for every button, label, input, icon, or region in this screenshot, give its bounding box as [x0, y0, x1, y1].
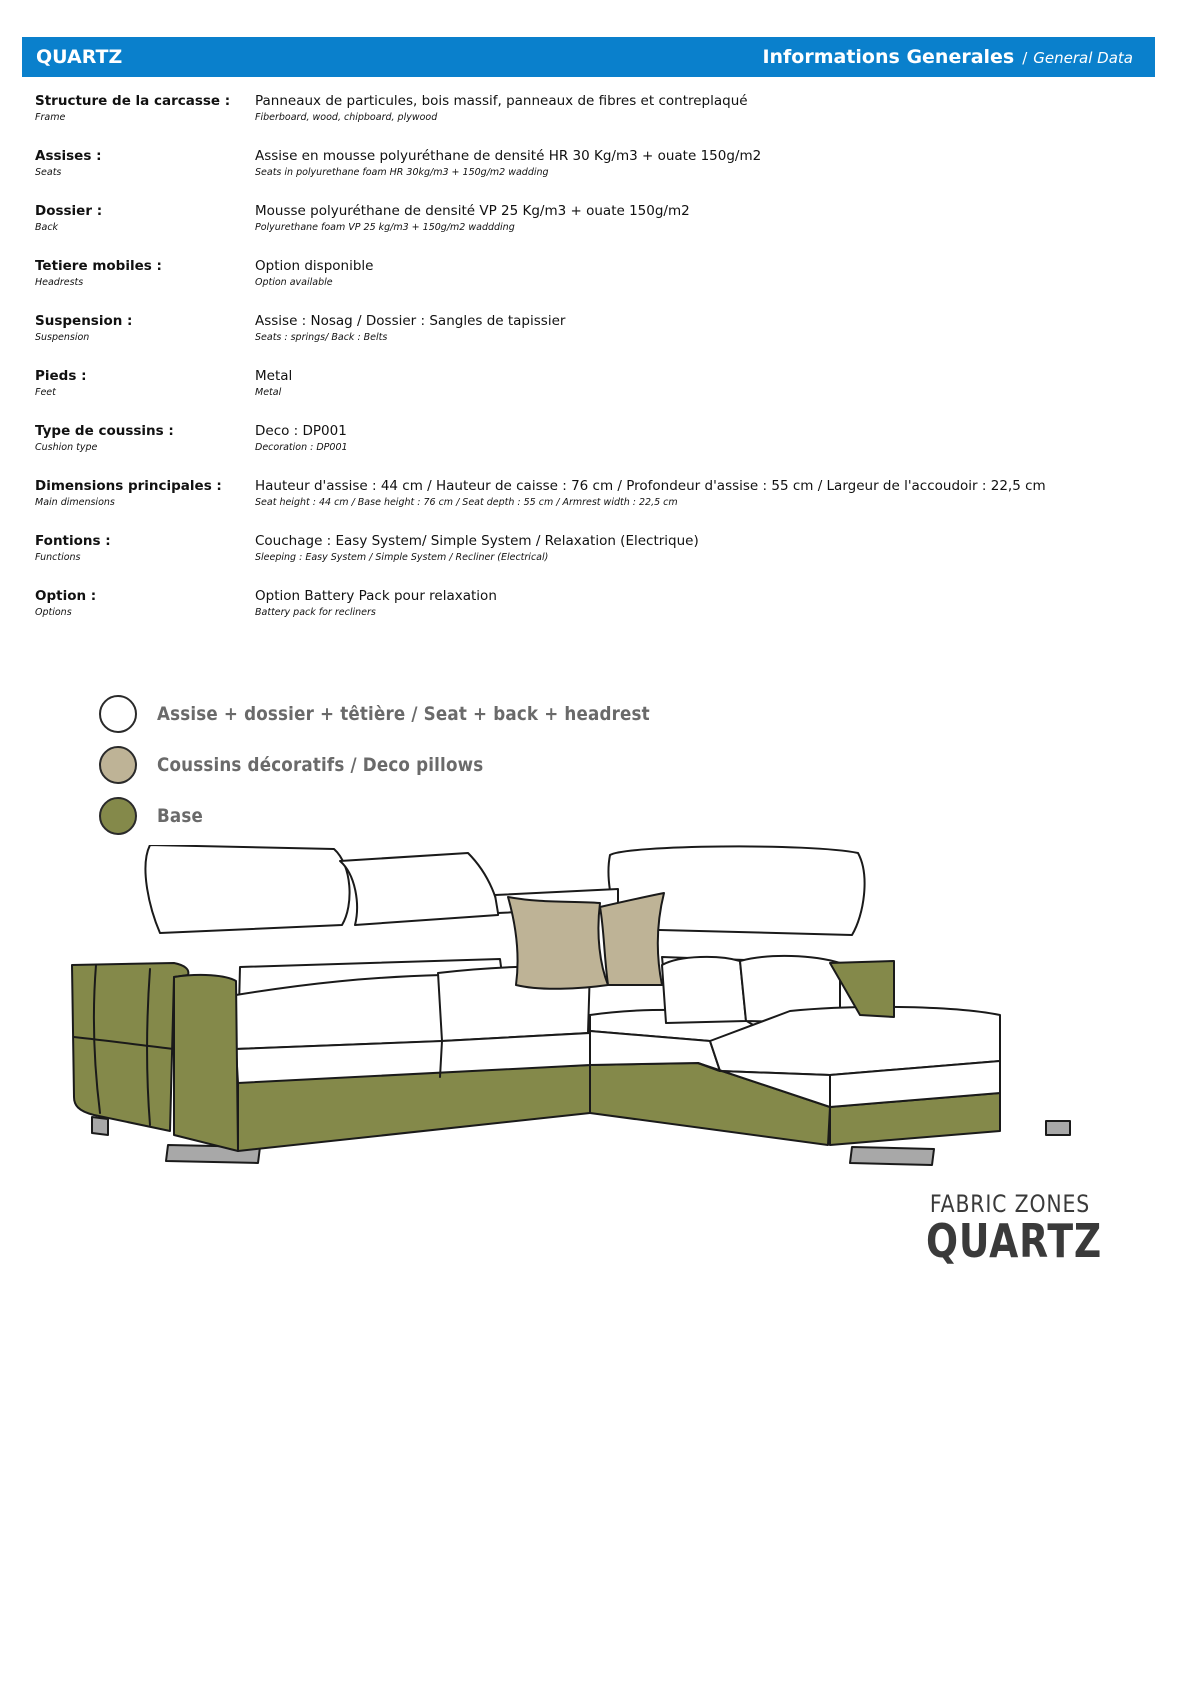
legend-label: Coussins décoratifs / Deco pillows [157, 753, 484, 776]
sofa-back-cushion [662, 957, 746, 1023]
section-title [762, 46, 1133, 68]
spec-label-en: Frame [35, 112, 66, 123]
legend-label: Assise + dossier + têtière / Seat + back + headrest [157, 702, 650, 725]
spec-value-en: Polyurethane foam VP 25 kg/m3 + 150g/m2 waddding [255, 222, 515, 233]
spec-label-en: Feet [35, 387, 56, 398]
sofa-illustration [70, 845, 1110, 1175]
legend-label: Base [157, 804, 204, 827]
sofa-arm-left [72, 963, 188, 1131]
spec-value-en: Metal [255, 387, 282, 398]
legend-item-base [99, 790, 717, 841]
spec-label-en: Seats [35, 167, 62, 178]
legend-item-seat [99, 688, 717, 739]
spec-row-cushion-type [35, 422, 1145, 477]
spec-row-feet [35, 367, 1145, 422]
spec-label: Dossier : [35, 203, 103, 219]
fabric-zones-label: FABRIC ZONES [929, 1190, 1090, 1218]
product-title: QUARTZ [36, 46, 123, 68]
spec-value: Assise en mousse polyuréthane de densité HR 30 Kg/m3 + ouate 150g/m2 [255, 148, 762, 164]
spec-label: Suspension : [35, 313, 133, 329]
spec-row-functions [35, 532, 1145, 587]
spec-label: Option : [35, 588, 97, 604]
spec-value-en: Fiberboard, wood, chipboard, plywood [255, 112, 438, 123]
spec-value: Assise : Nosag / Dossier : Sangles de tapissier [255, 313, 566, 329]
sofa-foot [92, 1117, 108, 1135]
section-title-en: General Data [1033, 49, 1133, 67]
spec-label-en: Cushion type [35, 442, 98, 453]
spec-value: Mousse polyuréthane de densité VP 25 Kg/m3 + ouate 150g/m2 [255, 203, 690, 219]
legend-item-pillows [99, 739, 717, 790]
spec-table [35, 92, 1145, 642]
fabric-zones-model: QUARTZ [926, 1214, 1103, 1268]
sofa-headrest [145, 845, 349, 933]
section-title-separator: / [1022, 49, 1028, 67]
spec-row-dimensions [35, 477, 1145, 532]
spec-label-en: Main dimensions [35, 497, 115, 508]
spec-value-en: Decoration : DP001 [255, 442, 348, 453]
legend-swatch-pillows [99, 746, 137, 784]
spec-value: Option disponible [255, 258, 374, 274]
fabric-legend [99, 688, 717, 841]
legend-swatch-seat [99, 695, 137, 733]
spec-row-seats [35, 147, 1145, 202]
spec-row-back [35, 202, 1145, 257]
header-bar [22, 37, 1155, 77]
spec-value: Option Battery Pack pour relaxation [255, 588, 497, 604]
deco-pillow [508, 897, 608, 989]
spec-value-en: Sleeping : Easy System / Simple System / Recliner (Electrical) [255, 552, 549, 563]
sofa-foot [850, 1147, 934, 1165]
spec-row-headrests [35, 257, 1145, 312]
spec-value-en: Seats in polyurethane foam HR 30kg/m3 + 150g/m2 wadding [255, 167, 549, 178]
sofa-foot [1046, 1121, 1070, 1135]
spec-label: Pieds : [35, 368, 87, 384]
spec-label-en: Options [35, 607, 72, 618]
legend-swatch-base [99, 797, 137, 835]
spec-label: Dimensions principales : [35, 478, 222, 494]
spec-value: Deco : DP001 [255, 423, 347, 439]
fabric-zones-caption [890, 1190, 1103, 1268]
spec-label-en: Suspension [35, 332, 90, 343]
spec-label: Type de coussins : [35, 423, 174, 439]
spec-label: Tetiere mobiles : [35, 258, 162, 274]
spec-value: Couchage : Easy System/ Simple System / Relaxation (Electrique) [255, 533, 699, 549]
sofa-arm-left-front [174, 975, 238, 1151]
spec-value-en: Seats : springs/ Back : Belts [255, 332, 388, 343]
spec-label-en: Back [35, 222, 59, 233]
spec-value: Metal [255, 368, 293, 384]
spec-label: Assises : [35, 148, 102, 164]
spec-label-en: Functions [35, 552, 81, 563]
spec-row-options [35, 587, 1145, 642]
spec-value-en: Option available [255, 277, 333, 288]
spec-value-en: Seat height : 44 cm / Base height : 76 cm / Seat depth : 55 cm / Armrest width : 22,5 cm [255, 497, 678, 508]
spec-value-en: Battery pack for recliners [255, 607, 376, 618]
spec-row-frame [35, 92, 1145, 147]
spec-label-en: Headrests [35, 277, 84, 288]
spec-label: Fontions : [35, 533, 111, 549]
spec-label: Structure de la carcasse : [35, 93, 231, 109]
spec-value: Panneaux de particules, bois massif, panneaux de fibres et contreplaqué [255, 93, 748, 109]
spec-row-suspension [35, 312, 1145, 367]
sofa-headrest [340, 853, 498, 925]
spec-value: Hauteur d'assise : 44 cm / Hauteur de caisse : 76 cm / Profondeur d'assise : 55 cm / Largeur de l'accoudoir : 22,5 cm [255, 478, 1046, 494]
deco-pillow [600, 893, 664, 985]
section-title-fr: Informations Generales [762, 46, 1015, 68]
